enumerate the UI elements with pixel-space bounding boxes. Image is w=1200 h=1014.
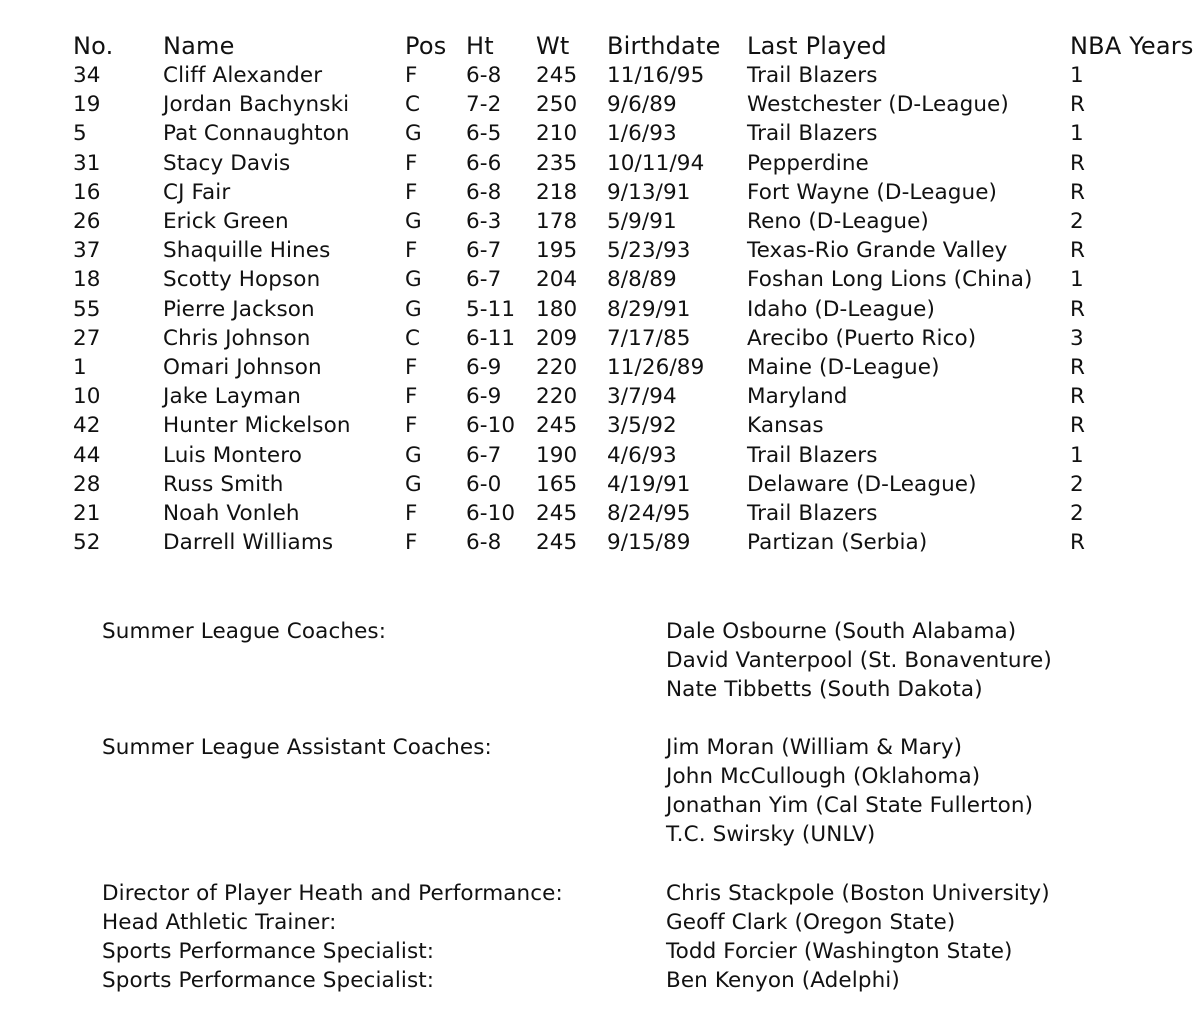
player-nba-years: R (1070, 92, 1086, 118)
table-row (0, 90, 1200, 119)
player-name: Darrell Williams (163, 530, 334, 556)
player-weight: 209 (536, 325, 578, 351)
player-height: 6-7 (466, 238, 502, 264)
player-weight: 235 (536, 150, 578, 176)
assistant-coaches-role-label: Summer League Assistant Coaches: (102, 735, 492, 760)
player-height: 6-9 (466, 355, 502, 380)
table-row (0, 411, 1200, 440)
player-position: F (405, 355, 418, 380)
table-row (0, 236, 1200, 265)
player-name: Russ Smith (163, 471, 284, 497)
player-nba-years: R (1070, 150, 1086, 176)
player-nba-years: 3 (1070, 325, 1084, 351)
assistant-coach-name: John McCullough (Oklahoma) (666, 764, 981, 789)
player-last-played: Arecibo (Puerto Rico) (747, 325, 977, 351)
table-row (0, 441, 1200, 470)
player-birthdate: 8/29/91 (607, 296, 691, 322)
player-height: 5-11 (466, 296, 516, 322)
player-nba-years: 1 (1070, 63, 1084, 88)
player-birthdate: 10/11/94 (607, 150, 705, 176)
table-row (0, 499, 1200, 528)
support-person-name: Geoff Clark (Oregon State) (666, 910, 956, 935)
player-last-played: Idaho (D-League) (747, 296, 935, 322)
support-person-name: Ben Kenyon (Adelphi) (666, 968, 900, 993)
player-birthdate: 11/26/89 (607, 355, 705, 380)
player-height: 6-10 (466, 413, 516, 439)
player-nba-years: 1 (1070, 267, 1084, 293)
player-last-played: Trail Blazers (747, 442, 878, 468)
player-height: 6-3 (466, 209, 502, 234)
support-role-label: Sports Performance Specialist: (102, 939, 435, 964)
player-position: F (405, 413, 418, 439)
player-height: 6-8 (466, 530, 502, 556)
player-name: Stacy Davis (163, 150, 291, 176)
player-weight: 218 (536, 179, 578, 205)
coaches-role-label: Summer League Coaches: (102, 619, 387, 644)
player-nba-years: R (1070, 413, 1086, 439)
player-position: F (405, 179, 418, 205)
player-last-played: Kansas (747, 413, 824, 439)
player-name: Pierre Jackson (163, 296, 315, 322)
player-position: G (405, 471, 422, 497)
coach-name: Dale Osbourne (South Alabama) (666, 619, 1017, 644)
player-height: 6-6 (466, 150, 502, 176)
player-weight: 245 (536, 530, 578, 556)
player-weight: 250 (536, 92, 578, 118)
table-row (0, 353, 1200, 382)
player-number: 42 (73, 413, 101, 439)
player-position: G (405, 267, 422, 293)
player-height: 6-8 (466, 179, 502, 205)
header-pos: Pos (405, 32, 447, 60)
roster-header-row (0, 30, 1200, 59)
player-number: 31 (73, 150, 101, 176)
player-birthdate: 7/17/85 (607, 325, 691, 351)
player-height: 6-11 (466, 325, 516, 351)
table-row (0, 382, 1200, 411)
player-last-played: Westchester (D-League) (747, 92, 1009, 118)
support-person-name: Todd Forcier (Washington State) (666, 939, 1013, 964)
player-position: G (405, 209, 422, 234)
player-name: Shaquille Hines (163, 238, 331, 264)
player-nba-years: R (1070, 179, 1086, 205)
table-row (0, 265, 1200, 294)
player-nba-years: R (1070, 296, 1086, 322)
player-position: F (405, 501, 418, 526)
player-weight: 245 (536, 413, 578, 439)
assistant-coach-name: Jim Moran (William & Mary) (666, 735, 963, 760)
player-number: 34 (73, 63, 101, 88)
player-last-played: Trail Blazers (747, 63, 878, 88)
table-row (0, 61, 1200, 90)
coach-name: Nate Tibbetts (South Dakota) (666, 677, 983, 702)
player-number: 27 (73, 325, 101, 351)
player-last-played: Foshan Long Lions (China) (747, 267, 1033, 293)
header-name: Name (163, 32, 235, 60)
player-birthdate: 3/7/94 (607, 384, 677, 410)
player-birthdate: 9/6/89 (607, 92, 677, 118)
player-position: F (405, 384, 418, 410)
header-birthdate: Birthdate (607, 32, 721, 60)
player-nba-years: 2 (1070, 501, 1084, 526)
player-birthdate: 1/6/93 (607, 121, 677, 147)
player-name: Pat Connaughton (163, 121, 350, 147)
player-last-played: Texas-Rio Grande Valley (747, 238, 1008, 264)
player-birthdate: 4/6/93 (607, 442, 677, 468)
player-last-played: Fort Wayne (D-League) (747, 179, 998, 205)
player-last-played: Pepperdine (747, 150, 869, 176)
player-position: G (405, 121, 422, 147)
player-number: 55 (73, 296, 101, 322)
player-weight: 245 (536, 501, 578, 526)
player-position: C (405, 92, 421, 118)
player-name: Jordan Bachynski (163, 92, 350, 118)
table-row (0, 149, 1200, 178)
player-number: 1 (73, 355, 87, 380)
assistant-coach-name: Jonathan Yim (Cal State Fullerton) (666, 793, 1034, 818)
player-nba-years: 2 (1070, 471, 1084, 497)
header-wt: Wt (536, 32, 570, 60)
header-ht: Ht (466, 32, 494, 60)
table-row (0, 295, 1200, 324)
player-last-played: Maryland (747, 384, 848, 410)
player-birthdate: 9/13/91 (607, 179, 691, 205)
player-height: 6-7 (466, 267, 502, 293)
player-weight: 180 (536, 296, 578, 322)
table-row (0, 119, 1200, 148)
player-position: F (405, 63, 418, 88)
player-height: 6-7 (466, 442, 502, 468)
player-height: 6-0 (466, 471, 502, 497)
player-name: Luis Montero (163, 442, 302, 468)
player-birthdate: 5/9/91 (607, 209, 677, 234)
player-name: Cliff Alexander (163, 63, 323, 88)
player-name: Omari Johnson (163, 355, 322, 380)
player-nba-years: R (1070, 355, 1086, 380)
player-weight: 220 (536, 384, 578, 410)
player-height: 6-9 (466, 384, 502, 410)
player-number: 5 (73, 121, 87, 147)
player-birthdate: 8/24/95 (607, 501, 691, 526)
player-weight: 204 (536, 267, 578, 293)
player-name: Jake Layman (163, 384, 301, 410)
table-row (0, 470, 1200, 499)
player-number: 18 (73, 267, 101, 293)
player-last-played: Reno (D-League) (747, 209, 929, 234)
header-last-played: Last Played (747, 32, 887, 60)
player-weight: 245 (536, 63, 578, 88)
support-role-label: Head Athletic Trainer: (102, 910, 337, 935)
header-nba-years: NBA Years (1070, 32, 1194, 60)
support-role-label: Sports Performance Specialist: (102, 968, 435, 993)
player-last-played: Maine (D-League) (747, 355, 940, 380)
player-number: 21 (73, 501, 101, 526)
coach-name: David Vanterpool (St. Bonaventure) (666, 648, 1052, 673)
player-birthdate: 9/15/89 (607, 530, 691, 556)
player-position: G (405, 442, 422, 468)
player-position: G (405, 296, 422, 322)
player-name: Scotty Hopson (163, 267, 321, 293)
player-nba-years: R (1070, 384, 1086, 410)
table-row (0, 207, 1200, 236)
player-last-played: Trail Blazers (747, 501, 878, 526)
player-number: 37 (73, 238, 101, 264)
player-position: C (405, 325, 421, 351)
player-height: 6-5 (466, 121, 502, 147)
assistant-coach-name: T.C. Swirsky (UNLV) (666, 822, 876, 847)
player-number: 28 (73, 471, 101, 497)
player-name: Noah Vonleh (163, 501, 300, 526)
player-position: F (405, 530, 418, 556)
player-nba-years: R (1070, 238, 1086, 264)
header-no: No. (73, 32, 114, 60)
player-weight: 210 (536, 121, 578, 147)
player-number: 26 (73, 209, 101, 234)
table-row (0, 528, 1200, 557)
player-weight: 165 (536, 471, 578, 497)
support-person-name: Chris Stackpole (Boston University) (666, 881, 1050, 906)
player-nba-years: 1 (1070, 121, 1084, 147)
player-weight: 220 (536, 355, 578, 380)
player-number: 52 (73, 530, 101, 556)
player-weight: 190 (536, 442, 578, 468)
player-birthdate: 11/16/95 (607, 63, 705, 88)
player-position: F (405, 238, 418, 264)
player-birthdate: 8/8/89 (607, 267, 677, 293)
player-last-played: Trail Blazers (747, 121, 878, 147)
support-role-label: Director of Player Heath and Performance: (102, 881, 563, 906)
player-name: Hunter Mickelson (163, 413, 351, 439)
player-name: Erick Green (163, 209, 289, 234)
player-birthdate: 3/5/92 (607, 413, 677, 439)
player-nba-years: 2 (1070, 209, 1084, 234)
player-last-played: Delaware (D-League) (747, 471, 977, 497)
player-name: Chris Johnson (163, 325, 311, 351)
player-weight: 195 (536, 238, 578, 264)
player-number: 10 (73, 384, 101, 410)
player-weight: 178 (536, 209, 578, 234)
player-last-played: Partizan (Serbia) (747, 530, 928, 556)
player-number: 44 (73, 442, 101, 468)
player-position: F (405, 150, 418, 176)
player-nba-years: 1 (1070, 442, 1084, 468)
table-row (0, 324, 1200, 353)
player-name: CJ Fair (163, 179, 231, 205)
player-nba-years: R (1070, 530, 1086, 556)
player-height: 7-2 (466, 92, 502, 118)
player-birthdate: 4/19/91 (607, 471, 691, 497)
player-number: 19 (73, 92, 101, 118)
player-birthdate: 5/23/93 (607, 238, 691, 264)
player-height: 6-10 (466, 501, 516, 526)
player-height: 6-8 (466, 63, 502, 88)
table-row (0, 178, 1200, 207)
player-number: 16 (73, 179, 101, 205)
